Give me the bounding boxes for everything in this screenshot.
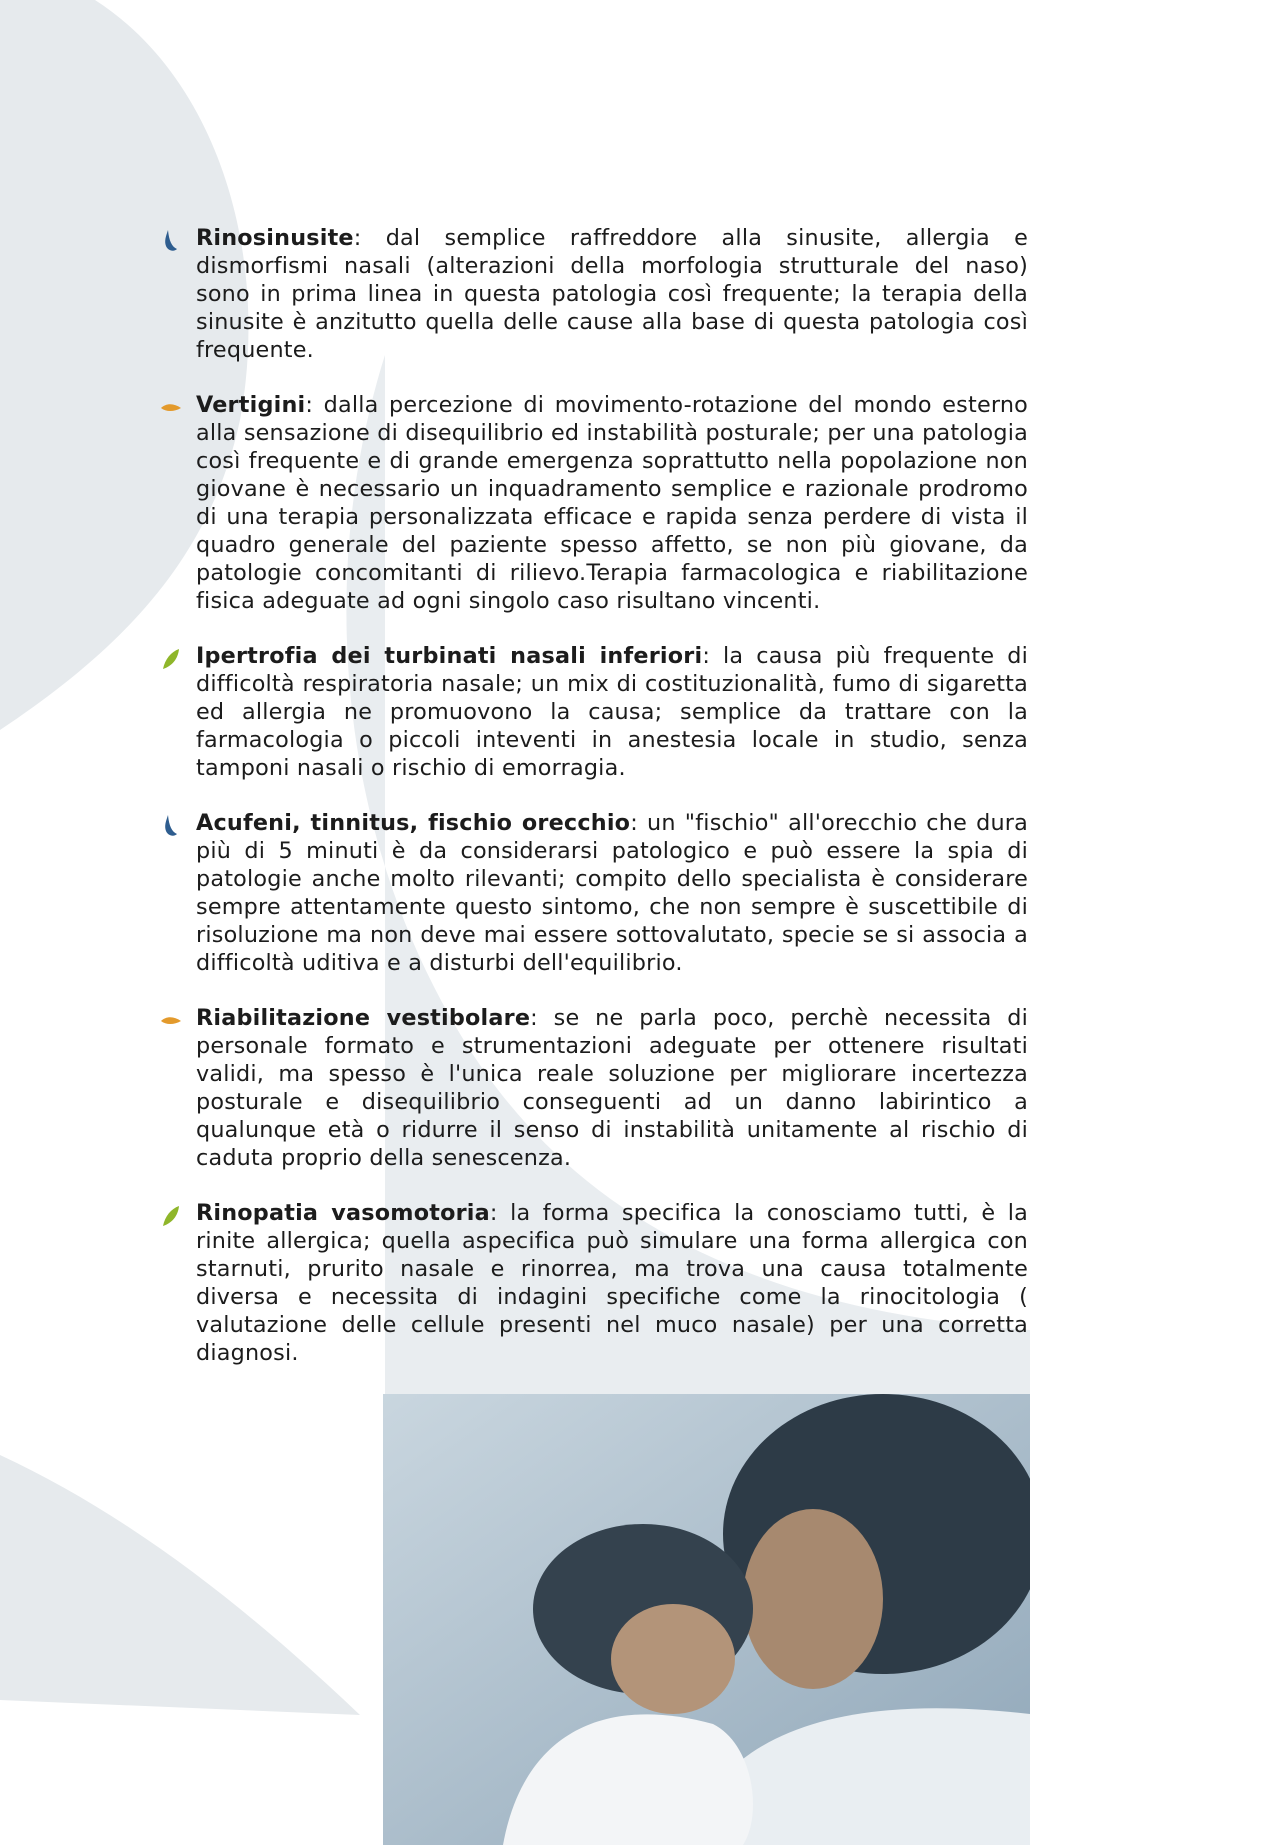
paragraph-riabilitazione-vestibolare: Riabilitazione vestibolare: se ne parla poco, perchè necessita di personale formato e strumentazioni adeguate per ottenere risultati validi, ma spesso è l'unica reale soluzione per migliorare incertezza posturale e disequilibrio conseguenti ad un danno labirintico a qualunque età o ridurre il senso di instabilità unitamente al rischio di caduta proprio della senescenza. [196,1005,1028,1171]
list-item-acufeni [196,809,1028,977]
services-list [196,224,1028,1394]
paragraph-rinopatia-vasomotoria: Rinopatia vasomotoria: la forma specifica la conosciamo tutti, è la rinite allergica; quella aspecifica può simulare una forma allergica con starnuti, prurito nasale e rinorrea, ma trova una causa totalmente diversa e necessita di indagini specifiche come la rinocitologia ( valutazione delle cellule presenti nel muco nasale) per una corretta diagnosi. [196,1200,1029,1366]
background-shape-bottom-left [0,1455,360,1715]
description-ipertrofia-turbinati: la causa più frequente di difficoltà respiratoria nasale; un mix di costituzionalità, fumo di sigaretta ed allergia ne promuovono la causa; semplice da trattare con la farmacologia o piccoli inteventi in anestesia locale in studio, senza tamponi nasali o rischio di emorragia. [196,643,1029,781]
leaf-icon [160,1009,182,1033]
leaf-icon [160,396,182,420]
term-rinopatia-vasomotoria: Rinopatia vasomotoria [196,1200,490,1226]
mother-child-photo [383,1394,1030,1845]
leaf-icon [160,647,182,671]
list-item-vertigini [196,391,1028,615]
description-vertigini: dalla percezione di movimento-rotazione del mondo esterno alla sensazione di disequilibrio ed instabilità posturale; per una patologia così frequente e di grande emergenza soprattutto nella popolazione non giovane è necessario un inquadramento semplice e razionale prodromo di una terapia personalizzata efficace e rapida senza perdere di vista il quadro generale del paziente spesso affetto, se non più giovane, da patologie concomitanti di rilievo.Terapia farmacologica e riabilitazione fisica adeguate ad ogni singolo caso risultano vincenti. [196,392,1029,614]
list-item-riabilitazione-vestibolare [196,1004,1028,1172]
list-item-rinopatia-vasomotoria [196,1199,1028,1367]
term-riabilitazione-vestibolare: Riabilitazione vestibolare [196,1005,531,1031]
mother-face [743,1509,883,1689]
paragraph-acufeni: Acufeni, tinnitus, fischio orecchio: un "fischio" all'orecchio che dura più di 5 minuti è da considerarsi patologico e può essere la spia di patologie anche molto rilevanti; compito dello specialista è considerare sempre attentamente questo sintomo, che non sempre è suscettibile di risoluzione ma non deve mai essere sottovalutato, specie se si associa a difficoltà uditiva e a disturbi dell'equilibrio. [196,810,1029,976]
paragraph-rinosinusite: Rinosinusite: dal semplice raffreddore alla sinusite, allergia e dismorfismi nasali (alterazioni della morfologia strutturale del naso) sono in prima linea in questa patologia così frequente; la terapia della sinusite è anzitutto quella delle cause alla base di questa patologia così frequente. [196,225,1028,363]
description-acufeni: un "fischio" all'orecchio che dura più di 5 minuti è da considerarsi patologico e può essere la spia di patologie anche molto rilevanti; compito dello specialista è considerare sempre attentamente questo sintomo, che non sempre è suscettibile di risoluzione ma non deve mai essere sottovalutato, specie se si associa a difficoltà uditiva e a disturbi dell'equilibrio. [196,810,1029,976]
droplet-icon [160,814,182,838]
term-rinosinusite: Rinosinusite [196,225,354,251]
paragraph-vertigini: Vertigini: dalla percezione di movimento-rotazione del mondo esterno alla sensazione di disequilibrio ed instabilità posturale; per una patologia così frequente e di grande emergenza soprattutto nella popolazione non giovane è necessario un inquadramento semplice e razionale prodromo di una terapia personalizzata efficace e rapida senza perdere di vista il quadro generale del paziente spesso affetto, se non più giovane, da patologie concomitanti di rilievo.Terapia farmacologica e riabilitazione fisica adeguate ad ogni singolo caso risultano vincenti. [196,392,1029,614]
description-riabilitazione-vestibolare: se ne parla poco, perchè necessita di personale formato e strumentazioni adeguate per ottenere risultati validi, ma spesso è l'unica reale soluzione per migliorare incertezza posturale e disequilibrio conseguenti ad un danno labirintico a qualunque età o ridurre il senso di instabilità unitamente al rischio di caduta proprio della senescenza. [196,1005,1028,1171]
description-rinopatia-vasomotoria: la forma specifica la conosciamo tutti, è la rinite allergica; quella aspecifica può simulare una forma allergica con starnuti, prurito nasale e rinorrea, ma trova una causa totalmente diversa e necessita di indagini specifiche come la rinocitologia ( valutazione delle cellule presenti nel muco nasale) per una corretta diagnosi. [196,1200,1029,1366]
list-item-rinosinusite [196,224,1028,364]
list-item-ipertrofia-turbinati [196,642,1028,782]
term-acufeni: Acufeni, tinnitus, fischio orecchio [196,810,631,836]
baby-face [611,1604,735,1714]
term-vertigini: Vertigini [196,392,306,418]
paragraph-ipertrofia-turbinati: Ipertrofia dei turbinati nasali inferiori: la causa più frequente di difficoltà respiratoria nasale; un mix di costituzionalità, fumo di sigaretta ed allergia ne promuovono la causa; semplice da trattare con la farmacologia o piccoli inteventi in anestesia locale in studio, senza tamponi nasali o rischio di emorragia. [196,643,1029,781]
term-ipertrofia-turbinati: Ipertrofia dei turbinati nasali inferiori [196,643,703,669]
leaf-icon [160,1204,182,1228]
description-rinosinusite: dal semplice raffreddore alla sinusite, allergia e dismorfismi nasali (alterazioni della morfologia strutturale del naso) sono in prima linea in questa patologia così frequente; la terapia della sinusite è anzitutto quella delle cause alla base di questa patologia così frequente. [196,225,1028,363]
droplet-icon [160,229,182,253]
